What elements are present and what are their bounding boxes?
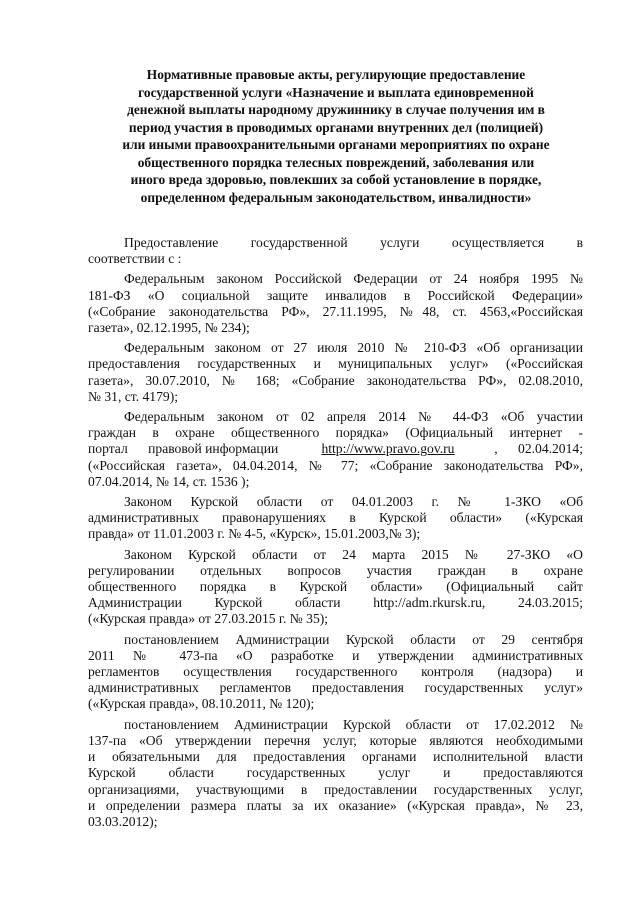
paragraph-line: 2011 № 473-па «О разработке и утверждении административных: [88, 647, 583, 663]
paragraph-law-27zko: [88, 547, 583, 628]
title-line: денежной выплаты народному дружиннику в случае получения им в: [127, 102, 545, 117]
paragraph-line: и обязательными для предоставления органами исполнительной власти: [88, 749, 583, 765]
paragraph-line: и определении размера платы за их оказание» («Курская правда», № 23,: [88, 797, 583, 813]
paragraph-line: 03.03.2012);: [88, 813, 158, 829]
paragraph-line-text: , 02.04.2014;: [494, 441, 583, 457]
paragraph-line-text: портал правовой информации: [88, 441, 282, 457]
paragraph-line: регулировании отдельных вопросов участия граждан в охране: [88, 562, 583, 578]
paragraph-line: 181-ФЗ «О социальной защите инвалидов в Российской Федерации»: [88, 287, 583, 303]
paragraph-line: предоставления государственных и муниципальных услуг» («Российская: [88, 356, 583, 372]
title-line: общественного порядка телесных повреждений, заболевания или: [137, 154, 535, 170]
paragraph-line: административных правонарушениях в Курской области» («Курская: [88, 510, 583, 526]
paragraph-line: № 31, ст. 4179);: [88, 388, 178, 404]
paragraph-line: 07.04.2014, № 14, ст. 1536 );: [88, 473, 250, 489]
paragraph-line: организациями, участвующими в предоставлении государственных услуг,: [88, 781, 583, 797]
title-line: государственной услуги «Назначение и выплата единовременной: [138, 84, 534, 100]
paragraph-line: газета», 30.07.2010, № 168; «Собрание законодательства РФ», 02.08.2010,: [88, 372, 583, 388]
paragraph-line: 137-па «Об утверждении перечня услуг, которые являются необходимыми: [88, 732, 583, 748]
paragraph-line: Предоставление государственной услуги осуществляется в: [124, 235, 583, 250]
paragraph-line: («Собрание законодательства РФ», 27.11.1995, №48, ст. 4563,«Российская: [88, 303, 583, 319]
paragraph-line: постановлением Администрации Курской области от 29 сентября: [124, 631, 583, 647]
pravo-gov-link[interactable]: http://www.pravo.gov.ru: [321, 441, 455, 457]
title-line: период участия в проводимых органами внутренних дел (полицией): [128, 119, 544, 135]
paragraph-line: газета», 02.12.1995, № 234);: [88, 320, 250, 336]
paragraph-intro: [88, 235, 583, 267]
paragraph-line: Курской области государственных услуг и предоставляются: [88, 765, 583, 781]
paragraph-line: административных регламентов предоставления государственных услуг»: [88, 680, 583, 696]
paragraph-line-with-link: [88, 441, 583, 457]
paragraph-line: («Российская газета», 04.04.2014, № 77; «Собрание законодательства РФ»,: [88, 457, 583, 473]
title-line: иного вреда здоровью, повлекших за собой установление в порядке,: [130, 172, 542, 187]
title-line: Нормативные правовые акты, регулирующие предоставление: [146, 67, 526, 82]
paragraph-line: Федеральным законом Российской Федерации от 24 ноября 1995 №: [124, 271, 583, 287]
paragraph-line: соответствии с :: [88, 251, 182, 267]
title-line: или иными правоохранительными органами мероприятиях по охране: [122, 137, 550, 152]
paragraph-line: Администрации Курской области http://adm.rkursk.ru, 24.03.2015;: [88, 595, 583, 611]
paragraph-line: Федеральным законом от 02 апреля 2014 № 44-ФЗ «Об участии: [124, 409, 583, 425]
paragraph-line: регламентов осуществления государственного контроля (надзора) и: [88, 664, 583, 680]
paragraph-resolution-137pa: [88, 717, 583, 830]
document-body: [88, 235, 583, 834]
paragraph-line: общественного порядка в Курской области» (Официальный сайт: [88, 579, 583, 595]
paragraph-line: граждан в охране общественного порядка» (Официальный интернет -: [88, 425, 583, 441]
paragraph-line: постановлением Администрации Курской области от 17.02.2012 №: [124, 716, 583, 732]
paragraph-line: («Курская правда» от 27.03.2015 г. № 35);: [88, 611, 329, 627]
paragraph-line: Федеральным законом от 27 июля 2010 № 210-ФЗ «Об организации: [124, 340, 583, 356]
title-line: определенном федеральным законодательством, инвалидности»: [140, 189, 532, 205]
paragraph-law-1zko: [88, 494, 583, 543]
paragraph-law-181fz: [88, 271, 583, 336]
paragraph-law-44fz: [88, 409, 583, 490]
paragraph-line: Законом Курской области от 24 марта 2015 № 27-ЗКО «О: [124, 546, 583, 562]
paragraph-line: Законом Курской области от 04.01.2003 г. № 1-ЗКО «Об: [124, 494, 583, 510]
paragraph-resolution-473pa: [88, 632, 583, 713]
paragraph-line: («Курская правда», 08.10.2011, № 120);: [88, 696, 315, 712]
paragraph-line: правда» от 11.01.2003 г. № 4-5, «Курск», 15.01.2003,№ 3);: [88, 526, 421, 542]
paragraph-law-210fz: [88, 340, 583, 405]
document-title: [98, 66, 574, 206]
